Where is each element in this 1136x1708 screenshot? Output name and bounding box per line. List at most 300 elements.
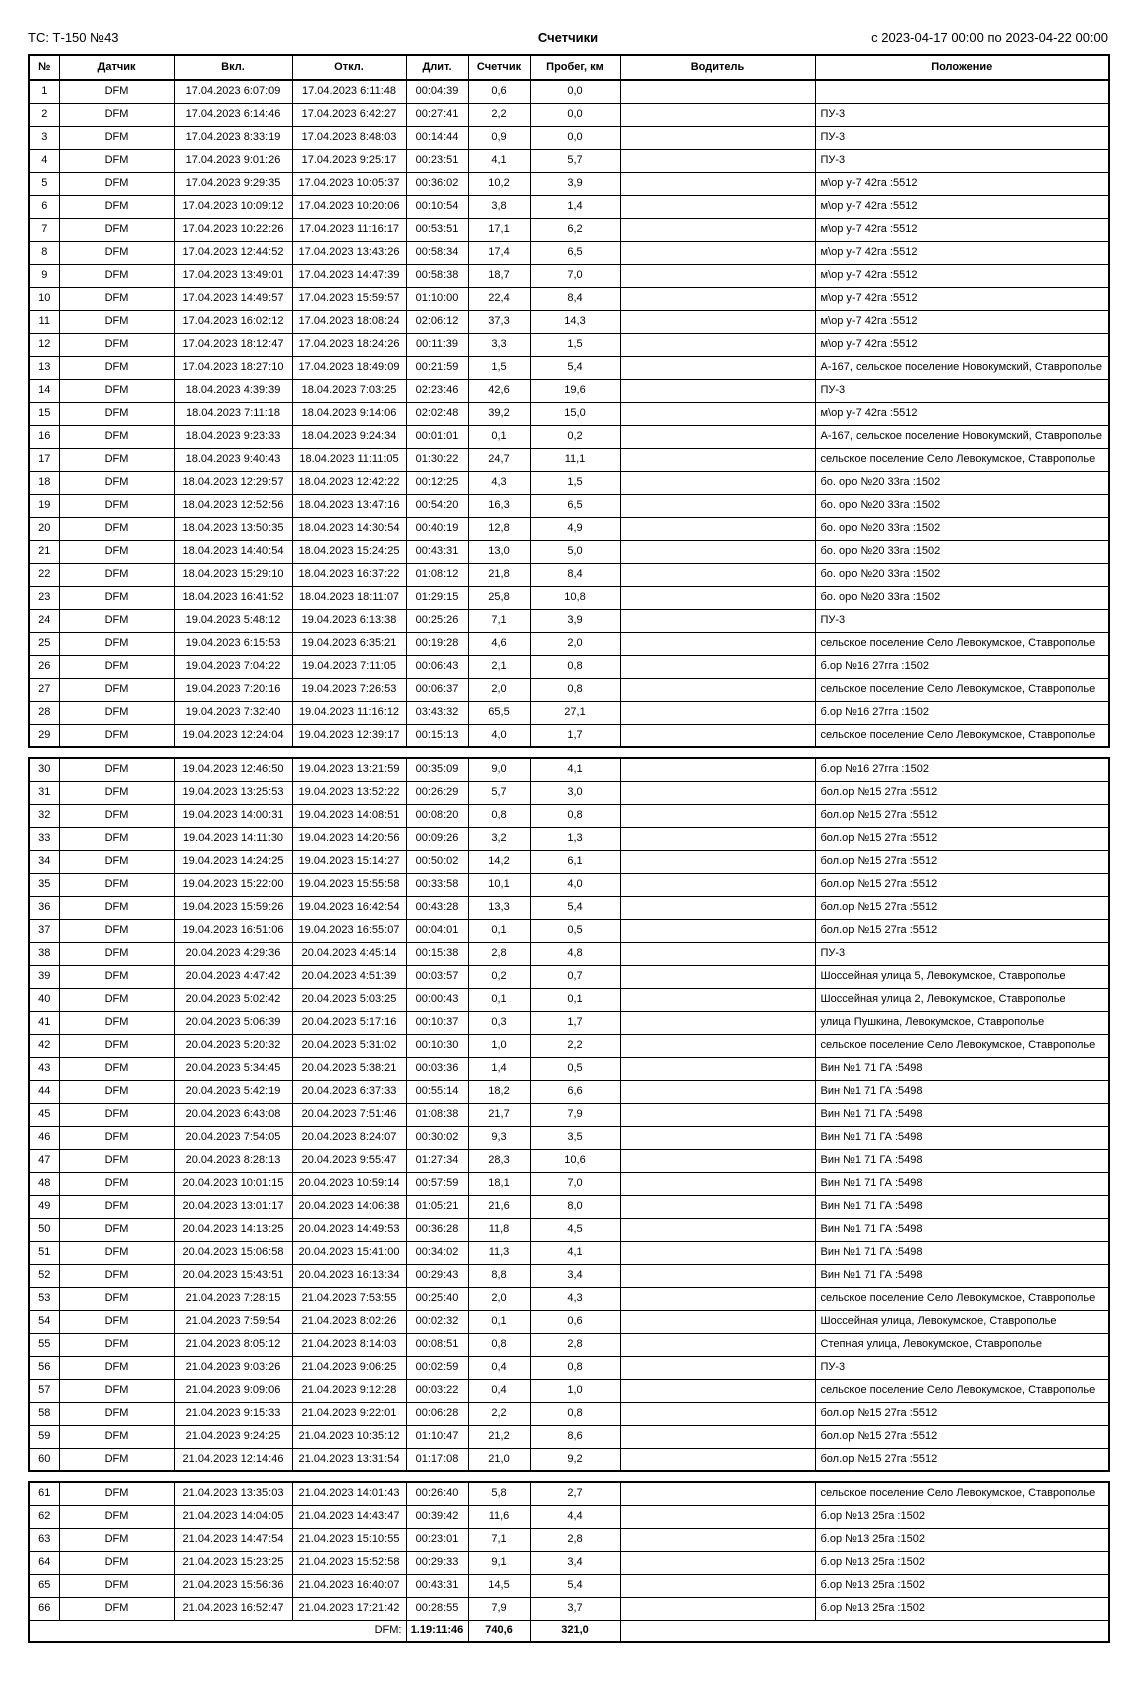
cell-duration: 00:39:42 xyxy=(406,1505,468,1528)
cell-on: 17.04.2023 18:27:10 xyxy=(174,356,292,379)
cell-counter: 7,1 xyxy=(468,1528,530,1551)
cell-mileage: 4,5 xyxy=(530,1218,620,1241)
cell-driver xyxy=(620,632,815,655)
cell-on: 20.04.2023 10:01:15 xyxy=(174,1172,292,1195)
totals-row xyxy=(29,1620,1109,1642)
cell-location: сельское поселение Село Левокумское, Ставрополье xyxy=(815,1287,1109,1310)
cell-duration: 01:08:38 xyxy=(406,1103,468,1126)
cell-mileage: 4,4 xyxy=(530,1505,620,1528)
cell-sensor: DFM xyxy=(59,1448,174,1471)
cell-no: 57 xyxy=(29,1379,59,1402)
cell-location: бол.ор №15 27га :5512 xyxy=(815,919,1109,942)
cell-driver xyxy=(620,758,815,781)
table-row xyxy=(29,1011,1109,1034)
cell-sensor: DFM xyxy=(59,1379,174,1402)
cell-duration: 00:35:09 xyxy=(406,758,468,781)
table-row xyxy=(29,1103,1109,1126)
cell-location: Шоссейная улица 5, Левокумское, Ставрополье xyxy=(815,965,1109,988)
cell-duration: 00:25:26 xyxy=(406,609,468,632)
cell-counter: 2,0 xyxy=(468,1287,530,1310)
cell-off: 19.04.2023 6:35:21 xyxy=(292,632,406,655)
cell-sensor: DFM xyxy=(59,356,174,379)
cell-mileage: 14,3 xyxy=(530,310,620,333)
cell-mileage: 9,2 xyxy=(530,1448,620,1471)
table-row xyxy=(29,1126,1109,1149)
cell-duration: 00:40:19 xyxy=(406,517,468,540)
cell-driver xyxy=(620,1172,815,1195)
cell-driver xyxy=(620,1218,815,1241)
cell-no: 50 xyxy=(29,1218,59,1241)
cell-location: м\ор у-7 42га :5512 xyxy=(815,218,1109,241)
cell-location: ПУ-3 xyxy=(815,609,1109,632)
cell-counter: 10,1 xyxy=(468,873,530,896)
cell-mileage: 4,9 xyxy=(530,517,620,540)
cell-off: 20.04.2023 6:37:33 xyxy=(292,1080,406,1103)
cell-duration: 00:21:59 xyxy=(406,356,468,379)
cell-driver xyxy=(620,494,815,517)
table-row xyxy=(29,241,1109,264)
cell-on: 17.04.2023 10:09:12 xyxy=(174,195,292,218)
cell-location: бол.ор №15 27га :5512 xyxy=(815,1448,1109,1471)
cell-mileage: 6,6 xyxy=(530,1080,620,1103)
totals-duration: 1.19:11:46 xyxy=(406,1620,468,1642)
cell-driver xyxy=(620,678,815,701)
cell-sensor: DFM xyxy=(59,517,174,540)
cell-driver xyxy=(620,448,815,471)
cell-on: 18.04.2023 15:29:10 xyxy=(174,563,292,586)
cell-off: 21.04.2023 15:10:55 xyxy=(292,1528,406,1551)
cell-on: 21.04.2023 15:56:36 xyxy=(174,1574,292,1597)
cell-off: 17.04.2023 18:24:26 xyxy=(292,333,406,356)
cell-off: 17.04.2023 10:05:37 xyxy=(292,172,406,195)
cell-on: 17.04.2023 12:44:52 xyxy=(174,241,292,264)
table-row xyxy=(29,919,1109,942)
cell-driver xyxy=(620,172,815,195)
cell-mileage: 4,1 xyxy=(530,758,620,781)
cell-driver xyxy=(620,804,815,827)
table-row xyxy=(29,758,1109,781)
cell-off: 21.04.2023 13:31:54 xyxy=(292,1448,406,1471)
cell-on: 19.04.2023 13:25:53 xyxy=(174,781,292,804)
cell-on: 19.04.2023 16:51:06 xyxy=(174,919,292,942)
cell-driver xyxy=(620,1528,815,1551)
cell-sensor: DFM xyxy=(59,1057,174,1080)
cell-duration: 00:08:20 xyxy=(406,804,468,827)
cell-off: 20.04.2023 5:31:02 xyxy=(292,1034,406,1057)
cell-on: 19.04.2023 15:59:26 xyxy=(174,896,292,919)
cell-location: б.ор №13 25га :1502 xyxy=(815,1551,1109,1574)
cell-on: 17.04.2023 18:12:47 xyxy=(174,333,292,356)
cell-counter: 21,2 xyxy=(468,1425,530,1448)
cell-off: 17.04.2023 10:20:06 xyxy=(292,195,406,218)
cell-counter: 7,1 xyxy=(468,609,530,632)
cell-driver xyxy=(620,1551,815,1574)
totals-label: DFM: xyxy=(29,1620,406,1642)
table-row xyxy=(29,195,1109,218)
cell-counter: 17,4 xyxy=(468,241,530,264)
cell-driver xyxy=(620,1103,815,1126)
cell-driver xyxy=(620,1057,815,1080)
cell-driver xyxy=(620,827,815,850)
cell-counter: 11,6 xyxy=(468,1505,530,1528)
cell-on: 21.04.2023 13:35:03 xyxy=(174,1482,292,1505)
cell-off: 19.04.2023 16:55:07 xyxy=(292,919,406,942)
cell-location: бо. оро №20 33га :1502 xyxy=(815,586,1109,609)
table-row xyxy=(29,1195,1109,1218)
table-row xyxy=(29,356,1109,379)
cell-location: сельское поселение Село Левокумское, Ставрополье xyxy=(815,632,1109,655)
cell-no: 62 xyxy=(29,1505,59,1528)
cell-on: 17.04.2023 14:49:57 xyxy=(174,287,292,310)
cell-mileage: 7,0 xyxy=(530,264,620,287)
table-row xyxy=(29,609,1109,632)
cell-mileage: 0,8 xyxy=(530,678,620,701)
cell-counter: 22,4 xyxy=(468,287,530,310)
cell-off: 20.04.2023 14:49:53 xyxy=(292,1218,406,1241)
cell-no: 29 xyxy=(29,724,59,747)
cell-driver xyxy=(620,471,815,494)
cell-driver xyxy=(620,1080,815,1103)
cell-counter: 16,3 xyxy=(468,494,530,517)
cell-sensor: DFM xyxy=(59,988,174,1011)
cell-off: 18.04.2023 9:14:06 xyxy=(292,402,406,425)
cell-mileage: 0,7 xyxy=(530,965,620,988)
table-row xyxy=(29,471,1109,494)
cell-no: 7 xyxy=(29,218,59,241)
cell-driver xyxy=(620,1402,815,1425)
cell-off: 19.04.2023 13:52:22 xyxy=(292,781,406,804)
cell-counter: 18,1 xyxy=(468,1172,530,1195)
report-title: Счетчики xyxy=(537,30,599,45)
cell-sensor: DFM xyxy=(59,1126,174,1149)
cell-counter: 0,6 xyxy=(468,80,530,103)
cell-counter: 25,8 xyxy=(468,586,530,609)
cell-mileage: 3,4 xyxy=(530,1264,620,1287)
column-header-duration: Длит. xyxy=(406,55,468,80)
cell-counter: 13,0 xyxy=(468,540,530,563)
cell-counter: 4,6 xyxy=(468,632,530,655)
report-vehicle: ТС: Т-150 №43 xyxy=(28,30,119,45)
cell-location: бол.ор №15 27га :5512 xyxy=(815,873,1109,896)
cell-driver xyxy=(620,781,815,804)
table-row xyxy=(29,425,1109,448)
cell-on: 18.04.2023 7:11:18 xyxy=(174,402,292,425)
cell-location: Вин №1 71 ГА :5498 xyxy=(815,1057,1109,1080)
counters-table-block-3 xyxy=(28,1481,1110,1643)
cell-sensor: DFM xyxy=(59,540,174,563)
cell-duration: 00:43:31 xyxy=(406,1574,468,1597)
table-row xyxy=(29,310,1109,333)
cell-location: м\ор у-7 42га :5512 xyxy=(815,287,1109,310)
cell-driver xyxy=(620,103,815,126)
cell-sensor: DFM xyxy=(59,678,174,701)
cell-off: 17.04.2023 11:16:17 xyxy=(292,218,406,241)
cell-sensor: DFM xyxy=(59,126,174,149)
cell-driver xyxy=(620,126,815,149)
table-row xyxy=(29,1241,1109,1264)
report-header xyxy=(0,0,1136,54)
cell-duration: 00:06:43 xyxy=(406,655,468,678)
table-row xyxy=(29,804,1109,827)
cell-no: 63 xyxy=(29,1528,59,1551)
table-row xyxy=(29,632,1109,655)
cell-counter: 9,3 xyxy=(468,1126,530,1149)
cell-off: 19.04.2023 15:55:58 xyxy=(292,873,406,896)
cell-no: 31 xyxy=(29,781,59,804)
cell-driver xyxy=(620,965,815,988)
table-row xyxy=(29,781,1109,804)
totals-mileage: 321,0 xyxy=(530,1620,620,1642)
table-row xyxy=(29,1172,1109,1195)
cell-mileage: 0,5 xyxy=(530,919,620,942)
cell-mileage: 6,1 xyxy=(530,850,620,873)
cell-off: 17.04.2023 15:59:57 xyxy=(292,287,406,310)
table-row xyxy=(29,540,1109,563)
cell-location: м\ор у-7 42га :5512 xyxy=(815,402,1109,425)
cell-on: 18.04.2023 4:39:39 xyxy=(174,379,292,402)
cell-off: 20.04.2023 14:06:38 xyxy=(292,1195,406,1218)
cell-no: 53 xyxy=(29,1287,59,1310)
cell-driver xyxy=(620,1482,815,1505)
cell-driver xyxy=(620,586,815,609)
cell-duration: 00:03:22 xyxy=(406,1379,468,1402)
cell-sensor: DFM xyxy=(59,1287,174,1310)
cell-no: 41 xyxy=(29,1011,59,1034)
cell-no: 28 xyxy=(29,701,59,724)
cell-off: 18.04.2023 12:42:22 xyxy=(292,471,406,494)
column-header-sensor: Датчик xyxy=(59,55,174,80)
cell-sensor: DFM xyxy=(59,103,174,126)
cell-mileage: 0,0 xyxy=(530,103,620,126)
cell-location: Вин №1 71 ГА :5498 xyxy=(815,1103,1109,1126)
cell-location: бо. оро №20 33га :1502 xyxy=(815,494,1109,517)
column-header-off: Откл. xyxy=(292,55,406,80)
cell-duration: 00:25:40 xyxy=(406,1287,468,1310)
cell-counter: 24,7 xyxy=(468,448,530,471)
cell-mileage: 10,8 xyxy=(530,586,620,609)
cell-counter: 14,2 xyxy=(468,850,530,873)
cell-location: м\ор у-7 42га :5512 xyxy=(815,333,1109,356)
cell-on: 18.04.2023 12:52:56 xyxy=(174,494,292,517)
cell-on: 17.04.2023 13:49:01 xyxy=(174,264,292,287)
table-row xyxy=(29,264,1109,287)
cell-off: 20.04.2023 5:38:21 xyxy=(292,1057,406,1080)
cell-on: 19.04.2023 7:32:40 xyxy=(174,701,292,724)
table-host xyxy=(28,54,1108,1643)
cell-location: Вин №1 71 ГА :5498 xyxy=(815,1241,1109,1264)
cell-driver xyxy=(620,1448,815,1471)
cell-on: 17.04.2023 6:14:46 xyxy=(174,103,292,126)
column-header-mileage: Пробег, км xyxy=(530,55,620,80)
cell-off: 18.04.2023 15:24:25 xyxy=(292,540,406,563)
cell-on: 19.04.2023 14:00:31 xyxy=(174,804,292,827)
cell-sensor: DFM xyxy=(59,1574,174,1597)
cell-on: 21.04.2023 14:04:05 xyxy=(174,1505,292,1528)
cell-location: бо. оро №20 33га :1502 xyxy=(815,471,1109,494)
cell-counter: 21,0 xyxy=(468,1448,530,1471)
cell-duration: 00:26:29 xyxy=(406,781,468,804)
cell-no: 12 xyxy=(29,333,59,356)
table-row xyxy=(29,333,1109,356)
cell-on: 20.04.2023 7:54:05 xyxy=(174,1126,292,1149)
cell-location: сельское поселение Село Левокумское, Ставрополье xyxy=(815,448,1109,471)
cell-no: 8 xyxy=(29,241,59,264)
cell-mileage: 10,6 xyxy=(530,1149,620,1172)
cell-on: 19.04.2023 15:22:00 xyxy=(174,873,292,896)
table-row xyxy=(29,655,1109,678)
cell-no: 52 xyxy=(29,1264,59,1287)
cell-on: 20.04.2023 5:20:32 xyxy=(174,1034,292,1057)
cell-sensor: DFM xyxy=(59,1551,174,1574)
cell-on: 18.04.2023 12:29:57 xyxy=(174,471,292,494)
cell-driver xyxy=(620,1126,815,1149)
cell-duration: 00:10:54 xyxy=(406,195,468,218)
cell-mileage: 1,4 xyxy=(530,195,620,218)
cell-off: 21.04.2023 17:21:42 xyxy=(292,1597,406,1620)
cell-no: 44 xyxy=(29,1080,59,1103)
cell-sensor: DFM xyxy=(59,1080,174,1103)
cell-counter: 5,7 xyxy=(468,781,530,804)
cell-counter: 2,8 xyxy=(468,942,530,965)
table-row xyxy=(29,701,1109,724)
cell-mileage: 0,8 xyxy=(530,655,620,678)
cell-driver xyxy=(620,1333,815,1356)
cell-counter: 21,6 xyxy=(468,1195,530,1218)
cell-sensor: DFM xyxy=(59,632,174,655)
table-row xyxy=(29,827,1109,850)
cell-off: 20.04.2023 7:51:46 xyxy=(292,1103,406,1126)
cell-mileage: 0,8 xyxy=(530,1402,620,1425)
cell-off: 20.04.2023 10:59:14 xyxy=(292,1172,406,1195)
table-row xyxy=(29,218,1109,241)
cell-duration: 00:10:37 xyxy=(406,1011,468,1034)
cell-on: 20.04.2023 13:01:17 xyxy=(174,1195,292,1218)
cell-off: 20.04.2023 5:17:16 xyxy=(292,1011,406,1034)
cell-no: 56 xyxy=(29,1356,59,1379)
cell-no: 10 xyxy=(29,287,59,310)
cell-sensor: DFM xyxy=(59,218,174,241)
cell-location: Вин №1 71 ГА :5498 xyxy=(815,1264,1109,1287)
cell-sensor: DFM xyxy=(59,873,174,896)
cell-off: 18.04.2023 14:30:54 xyxy=(292,517,406,540)
cell-counter: 4,1 xyxy=(468,149,530,172)
cell-on: 20.04.2023 14:13:25 xyxy=(174,1218,292,1241)
cell-sensor: DFM xyxy=(59,1310,174,1333)
cell-mileage: 15,0 xyxy=(530,402,620,425)
cell-duration: 01:08:12 xyxy=(406,563,468,586)
cell-mileage: 3,7 xyxy=(530,1597,620,1620)
cell-no: 37 xyxy=(29,919,59,942)
table-row xyxy=(29,988,1109,1011)
cell-sensor: DFM xyxy=(59,1195,174,1218)
cell-sensor: DFM xyxy=(59,1356,174,1379)
cell-location: сельское поселение Село Левокумское, Ставрополье xyxy=(815,1379,1109,1402)
cell-location: Вин №1 71 ГА :5498 xyxy=(815,1149,1109,1172)
cell-driver xyxy=(620,655,815,678)
cell-on: 21.04.2023 12:14:46 xyxy=(174,1448,292,1471)
table-row xyxy=(29,172,1109,195)
cell-location: сельское поселение Село Левокумское, Ставрополье xyxy=(815,1034,1109,1057)
cell-on: 19.04.2023 14:11:30 xyxy=(174,827,292,850)
cell-no: 13 xyxy=(29,356,59,379)
cell-driver xyxy=(620,1264,815,1287)
cell-no: 9 xyxy=(29,264,59,287)
cell-sensor: DFM xyxy=(59,896,174,919)
cell-driver xyxy=(620,356,815,379)
cell-location: Шоссейная улица 2, Левокумское, Ставрополье xyxy=(815,988,1109,1011)
cell-location: бо. оро №20 33га :1502 xyxy=(815,517,1109,540)
cell-on: 20.04.2023 4:29:36 xyxy=(174,942,292,965)
cell-duration: 03:43:32 xyxy=(406,701,468,724)
cell-on: 19.04.2023 12:46:50 xyxy=(174,758,292,781)
cell-on: 21.04.2023 9:03:26 xyxy=(174,1356,292,1379)
cell-off: 19.04.2023 13:21:59 xyxy=(292,758,406,781)
cell-location: м\ор у-7 42га :5512 xyxy=(815,172,1109,195)
cell-off: 21.04.2023 14:43:47 xyxy=(292,1505,406,1528)
cell-location: сельское поселение Село Левокумское, Ставрополье xyxy=(815,1482,1109,1505)
cell-off: 19.04.2023 14:20:56 xyxy=(292,827,406,850)
cell-driver xyxy=(620,701,815,724)
cell-off: 20.04.2023 15:41:00 xyxy=(292,1241,406,1264)
cell-off: 20.04.2023 16:13:34 xyxy=(292,1264,406,1287)
cell-mileage: 0,8 xyxy=(530,804,620,827)
table-row xyxy=(29,1528,1109,1551)
cell-driver xyxy=(620,988,815,1011)
cell-on: 19.04.2023 7:20:16 xyxy=(174,678,292,701)
cell-off: 18.04.2023 9:24:34 xyxy=(292,425,406,448)
table-row xyxy=(29,517,1109,540)
cell-counter: 0,8 xyxy=(468,804,530,827)
cell-counter: 1,4 xyxy=(468,1057,530,1080)
cell-location: б.ор №16 27гга :1502 xyxy=(815,758,1109,781)
cell-counter: 0,9 xyxy=(468,126,530,149)
cell-mileage: 5,4 xyxy=(530,356,620,379)
cell-duration: 01:17:08 xyxy=(406,1448,468,1471)
cell-sensor: DFM xyxy=(59,379,174,402)
cell-off: 17.04.2023 6:11:48 xyxy=(292,80,406,103)
cell-off: 17.04.2023 6:42:27 xyxy=(292,103,406,126)
cell-sensor: DFM xyxy=(59,241,174,264)
counters-table-block-2 xyxy=(28,757,1110,1472)
cell-counter: 3,3 xyxy=(468,333,530,356)
cell-counter: 7,9 xyxy=(468,1597,530,1620)
table-row xyxy=(29,1505,1109,1528)
cell-sensor: DFM xyxy=(59,1528,174,1551)
cell-mileage: 7,9 xyxy=(530,1103,620,1126)
cell-off: 17.04.2023 8:48:03 xyxy=(292,126,406,149)
cell-counter: 11,8 xyxy=(468,1218,530,1241)
cell-duration: 00:58:38 xyxy=(406,264,468,287)
cell-mileage: 3,5 xyxy=(530,1126,620,1149)
column-header-counter: Счетчик xyxy=(468,55,530,80)
cell-off: 19.04.2023 15:14:27 xyxy=(292,850,406,873)
cell-mileage: 4,1 xyxy=(530,1241,620,1264)
cell-location: Вин №1 71 ГА :5498 xyxy=(815,1172,1109,1195)
table-row xyxy=(29,103,1109,126)
cell-sensor: DFM xyxy=(59,942,174,965)
cell-off: 17.04.2023 9:25:17 xyxy=(292,149,406,172)
table-row xyxy=(29,563,1109,586)
cell-mileage: 5,4 xyxy=(530,1574,620,1597)
cell-duration: 00:19:28 xyxy=(406,632,468,655)
table-row xyxy=(29,1597,1109,1620)
cell-on: 21.04.2023 16:52:47 xyxy=(174,1597,292,1620)
cell-off: 18.04.2023 11:11:05 xyxy=(292,448,406,471)
cell-counter: 42,6 xyxy=(468,379,530,402)
cell-duration: 00:36:28 xyxy=(406,1218,468,1241)
column-header-location: Положение xyxy=(815,55,1109,80)
cell-driver xyxy=(620,1310,815,1333)
